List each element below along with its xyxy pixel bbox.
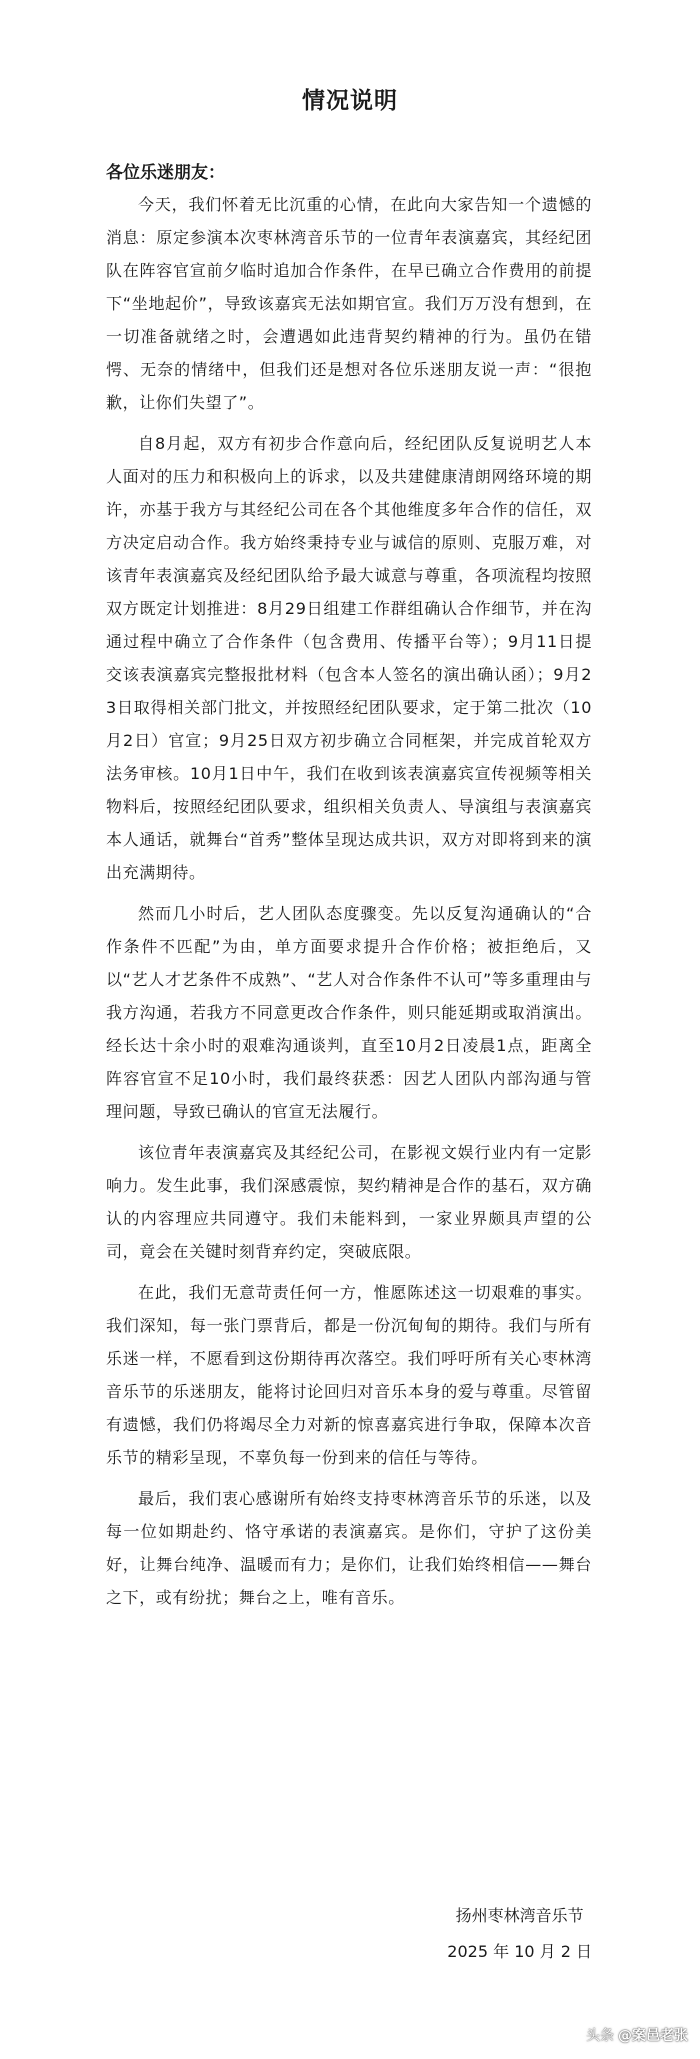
- signature-block: [447, 1898, 592, 1970]
- greeting: 各位乐迷朋友：: [106, 163, 225, 183]
- signature-date: 2025 年 10 月 2 日: [447, 1942, 592, 1961]
- document-title: 情况说明: [302, 88, 398, 114]
- paragraph-1: 今天，我们怀着无比沉重的心情，在此向大家告知一个遗憾的消息：原定参演本次枣林湾音乐节的一位青年表演嘉宾，其经纪团队在阵容官宣前夕临时追加合作条件，在早已确立合作费用的前提下“坐地起价”，导致该嘉宾无法如期官宣。我们万万没有想到，在一切准备就绪之时，会遭遇如此违背契约精神的行为。虽仍在错愕、无奈的情绪中，但我们还是想对各位乐迷朋友说一声：“很抱歉，让你们失望了”。: [106, 195, 592, 412]
- watermark-platform: 头条: [586, 2028, 614, 2044]
- paragraph-5: 在此，我们无意苛责任何一方，惟愿陈述这一切艰难的事实。我们深知，每一张门票背后，都是一份沉甸甸的期待。我们与所有乐迷一样，不愿看到这份期待再次落空。我们呼吁所有关心枣林湾音乐节的乐迷朋友，能将讨论回归对音乐本身的爱与尊重。尽管留有遗憾，我们仍将竭尽全力对新的惊喜嘉宾进行争取，保障本次音乐节的精彩呈现，不辜负每一份到来的信任与等待。: [106, 1283, 592, 1467]
- paragraph-3: 然而几小时后，艺人团队态度骤变。先以反复沟通确认的“合作条件不匹配”为由，单方面要求提升合作价格；被拒绝后，又以“艺人才艺条件不成熟”、“艺人对合作条件不认可”等多重理由与我方沟通，若我方不同意更改合作条件，则只能延期或取消演出。经长达十余小时的艰难沟通谈判，直至10月2日凌晨1点，距离全阵容官宣不足10小时，我们最终获悉：因艺人团队内部沟通与管理问题，导致已确认的官宣无法履行。: [106, 904, 592, 1121]
- watermark-handle: @案邑老张: [618, 2028, 688, 2044]
- signature-organization: 扬州枣林湾音乐节: [455, 1906, 584, 1925]
- paragraph-4: 该位青年表演嘉宾及其经纪公司，在影视文娱行业内有一定影响力。发生此事，我们深感震惊，契约精神是合作的基石，双方确认的内容理应共同遵守。我们未能料到，一家业界颇具声望的公司，竟会在关键时刻背弃约定，突破底限。: [106, 1143, 592, 1261]
- document-body: [106, 188, 592, 1622]
- paragraph-2: 自8月起，双方有初步合作意向后，经纪团队反复说明艺人本人面对的压力和积极向上的诉求，以及共建健康清朗网络环境的期许，亦基于我方与其经纪公司在各个其他维度多年合作的信任，双方决定启动合作。我方始终秉持专业与诚信的原则、克服万难，对该青年表演嘉宾及经纪团队给予最大诚意与尊重，各项流程均按照双方既定计划推进：8月29日组建工作群组确认合作细节，并在沟通过程中确立了合作条件（包含费用、传播平台等）；9月11日提交该表演嘉宾完整报批材料（包含本人签名的演出确认函）；9月23日取得相关部门批文，并按照经纪团队要求，定于第二批次（10月2日）官宣；9月25日双方初步确立合同框架，并完成首轮双方法务审核。10月1日中午，我们在收到该表演嘉宾宣传视频等相关物料后，按照经纪团队要求，组织相关负责人、导演组与表演嘉宾本人通话，就舞台“首秀”整体呈现达成共识，双方对即将到来的演出充满期待。: [106, 434, 592, 882]
- watermark: [586, 2025, 688, 2045]
- paragraph-6: 最后，我们衷心感谢所有始终支持枣林湾音乐节的乐迷，以及每一位如期赴约、恪守承诺的表演嘉宾。是你们，守护了这份美好，让舞台纯净、温暖而有力；是你们，让我们始终相信——舞台之下，或有纷扰；舞台之上，唯有音乐。: [106, 1489, 592, 1607]
